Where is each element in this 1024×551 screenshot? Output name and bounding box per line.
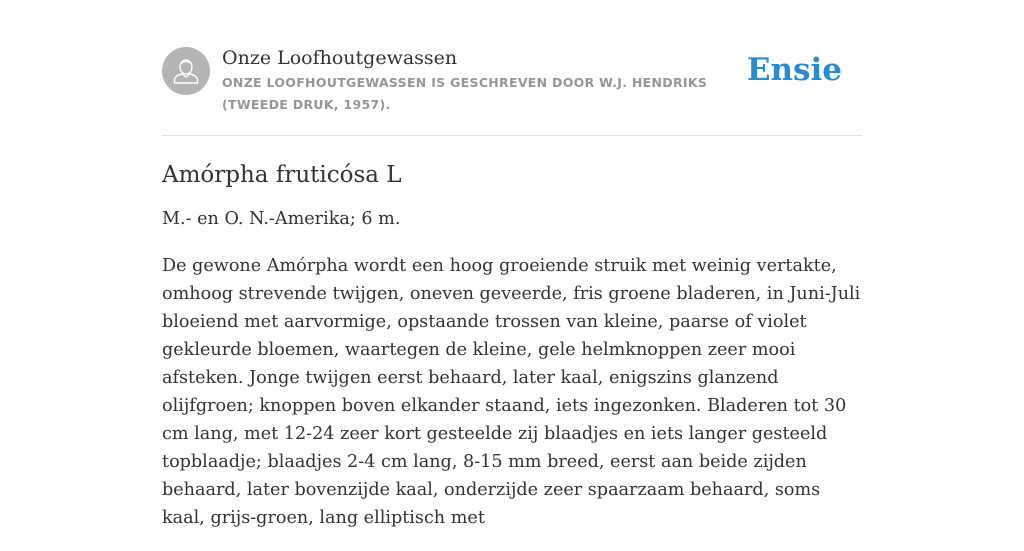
user-outline-icon xyxy=(162,47,210,95)
source-header xyxy=(162,46,862,136)
entry-title: Amórpha fruticósa L xyxy=(162,162,402,188)
entry-content xyxy=(162,156,862,551)
source-description: ONZE LOOFHOUTGEWASSEN IS GESCHREVEN DOOR W.J. HENDRIKS (TWEEDE DRUK, 1957). xyxy=(222,75,708,112)
entry-paragraph-origin: M.- en O. N.-Amerika; 6 m. xyxy=(162,209,401,229)
source-title[interactable]: Onze Loofhoutgewassen xyxy=(222,47,458,69)
ensie-logo-link[interactable]: Ensie xyxy=(746,52,842,88)
entry-paragraph-description: De gewone Amórpha wordt een hoog groeiende struik met weinig vertakte, omhoog strevende twijgen, oneven geveerde, fris groene bladeren, in Juni-Juli bloeiend met aarvormige, opstaande trossen van kleine, paarse of violet gekleurde bloemen, waartegen de kleine, gele helmknoppen zeer mooi afsteken. Jonge twijgen eerst behaard, later kaal, enigszins glanzend olijfgroen; knoppen boven elkander staand, iets ingezonken. Bladeren tot 30 cm lang, met 12-24 zeer kort gesteelde zij blaadjes en iets langer gesteeld topblaadje; blaadjes 2-4 cm lang, 8-15 mm breed, eerst aan beide zijden behaard, later bovenzijde kaal, onderzijde zeer spaarzaam behaard, soms kaal, grijs-groen, lang elliptisch met xyxy=(162,256,861,528)
